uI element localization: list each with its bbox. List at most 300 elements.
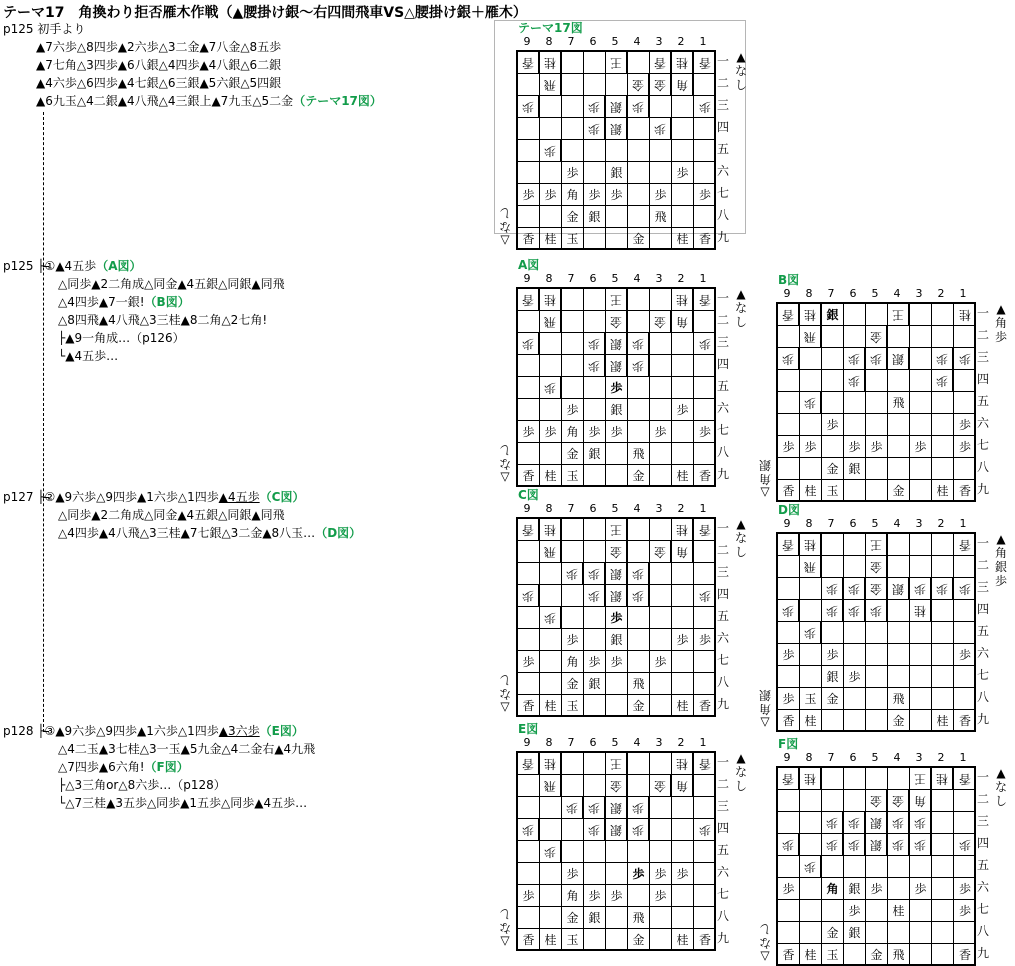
piece-glyph: 香 [698,56,711,70]
sente-piece: 歩 [518,421,540,443]
empty-square [932,600,954,622]
empty-square [606,206,628,228]
empty-square [800,812,822,834]
empty-square [650,629,672,651]
row-number: 三 [716,335,729,349]
piece-glyph: 桂 [544,293,557,307]
piece-glyph: 香 [698,757,711,771]
piece-glyph: 桂 [676,523,689,537]
empty-square [866,856,888,878]
empty-square [888,370,910,392]
piece-glyph: 歩 [632,567,645,581]
empty-square [562,775,584,797]
gote-piece [672,52,694,74]
sente-piece: 銀 [606,162,628,184]
column-number: 3 [915,517,923,530]
gote-piece [518,333,540,355]
empty-square [650,377,672,399]
piece-glyph: 銀 [892,582,905,596]
empty-square [672,819,694,841]
move-line [36,40,281,55]
sente-piece: 桂 [932,710,954,732]
empty-square [694,443,716,465]
gote-piece [910,812,932,834]
piece-glyph: 歩 [654,122,667,136]
column-number: 7 [827,517,835,530]
row-number: 二 [976,328,989,342]
empty-square [910,922,932,944]
sente-piece: 玉 [800,688,822,710]
move-text-main: ▲7六歩△8四歩▲2六歩△3二金▲7八金△8五歩 [36,40,282,54]
gote-piece [694,519,716,541]
empty-square [866,458,888,480]
empty-square [518,311,540,333]
empty-square [518,607,540,629]
piece-glyph: 歩 [588,801,601,815]
empty-square [672,797,694,819]
empty-square [800,348,822,370]
column-number: 3 [655,272,663,285]
page-title: テーマ17 角換わり拒否雁木作戦（▲腰掛け銀～右四間飛車VS△腰掛け銀＋雁木） [3,5,527,21]
sente-piece: 歩 [606,421,628,443]
gote-piece [540,140,562,162]
row-number: 四 [976,372,989,386]
piece-glyph: 歩 [782,604,795,618]
piece-glyph: 銀 [610,337,623,351]
sente-piece: 桂 [888,900,910,922]
empty-square [866,370,888,392]
sente-piece: 桂 [672,929,694,951]
piece-glyph: 歩 [826,838,839,852]
row-number: 四 [716,120,729,134]
empty-square [694,399,716,421]
piece-glyph: 角 [676,315,689,329]
piece-glyph: 銀 [610,801,623,815]
gote-piece [672,519,694,541]
empty-square [562,118,584,140]
sente-piece: 歩 [694,184,716,206]
column-number: 3 [915,751,923,764]
gote-piece [606,819,628,841]
empty-square [562,753,584,775]
empty-square [932,856,954,878]
column-number: 9 [523,502,531,515]
empty-square [910,856,932,878]
empty-square [562,585,584,607]
empty-square [800,790,822,812]
empty-square [540,443,562,465]
empty-square [650,162,672,184]
empty-square [954,622,976,644]
empty-square [694,118,716,140]
column-number: 9 [783,517,791,530]
piece-glyph: 歩 [848,582,861,596]
piece-glyph: 歩 [566,567,579,581]
empty-square [672,563,694,585]
empty-square [844,534,866,556]
empty-square [778,392,800,414]
column-number: 8 [545,736,553,749]
diagram-ref: （テーマ17図） [293,94,382,108]
empty-square [540,863,562,885]
empty-square [800,666,822,688]
gote-piece [584,355,606,377]
empty-square [540,118,562,140]
piece-glyph: 金 [610,779,623,793]
empty-square [822,622,844,644]
piece-glyph: 歩 [632,801,645,815]
gote-piece [888,348,910,370]
piece-glyph: 王 [610,523,623,537]
sente-piece: 飛 [650,206,672,228]
empty-square [628,775,650,797]
move-text-main: △同歩▲2二角成△同金▲4五銀△同銀▲同飛 [58,277,285,291]
column-number: 3 [915,287,923,300]
row-number: 八 [976,924,989,938]
gote-piece [954,534,976,556]
empty-square [800,900,822,922]
piece-glyph: 金 [632,78,645,92]
gote-piece [888,304,910,326]
empty-square [518,355,540,377]
gote-piece [584,819,606,841]
gote-piece [628,797,650,819]
piece-glyph: 歩 [936,582,949,596]
piece-glyph: 香 [522,757,535,771]
empty-square [866,900,888,922]
empty-square [628,311,650,333]
sente-piece: 桂 [672,465,694,487]
column-number: 6 [849,517,857,530]
empty-square [910,688,932,710]
sente-piece: 歩 [694,421,716,443]
empty-square [628,629,650,651]
gote-piece [778,768,800,790]
piece-glyph: 桂 [804,308,817,322]
empty-square [584,775,606,797]
gote-piece [540,519,562,541]
empty-square [932,556,954,578]
empty-square [518,541,540,563]
gote-piece [584,118,606,140]
piece-glyph: 金 [870,330,883,344]
sente-piece: 歩 [540,184,562,206]
empty-square [800,414,822,436]
piece-glyph: 金 [654,545,667,559]
empty-square [800,370,822,392]
row-number: 一 [716,755,729,769]
sente-piece: 金 [562,673,584,695]
empty-square [672,355,694,377]
empty-square [932,458,954,480]
piece-glyph: 歩 [826,582,839,596]
empty-square [672,651,694,673]
empty-square [910,392,932,414]
piece-glyph: 金 [870,560,883,574]
piece-glyph: 香 [782,538,795,552]
empty-square [800,458,822,480]
empty-square [518,629,540,651]
gote-piece [650,775,672,797]
empty-square [562,607,584,629]
piece-glyph: 角 [914,794,927,808]
piece-glyph: 桂 [958,308,971,322]
gote-piece [954,578,976,600]
empty-square [672,421,694,443]
empty-square [822,326,844,348]
row-number: 二 [976,792,989,806]
empty-square [584,519,606,541]
gote-piece [800,304,822,326]
empty-square [932,944,954,966]
gote-piece [866,578,888,600]
empty-square [888,556,910,578]
empty-square [672,841,694,863]
move-text-main: △8四飛▲4八飛△3三桂▲8二角△2七角! [58,313,268,327]
gote-piece [584,585,606,607]
empty-square [844,710,866,732]
empty-square [628,289,650,311]
empty-square [954,790,976,812]
empty-square [910,644,932,666]
empty-square [672,96,694,118]
gote-piece [866,348,888,370]
sente-piece: 歩 [562,399,584,421]
empty-square [910,458,932,480]
piece-glyph: 角 [676,78,689,92]
empty-square [822,392,844,414]
piece-glyph: 王 [610,293,623,307]
sente-piece: 歩 [672,629,694,651]
sente-hand: ▲なし [734,517,747,559]
move-line [58,760,189,775]
piece-glyph: 桂 [804,538,817,552]
gote-piece [844,348,866,370]
piece-glyph: 金 [870,582,883,596]
sente-piece: 金 [628,465,650,487]
empty-square [844,480,866,502]
empty-square [954,556,976,578]
sente-piece: 角 [822,878,844,900]
empty-square [628,184,650,206]
empty-square [518,74,540,96]
gote-piece [584,333,606,355]
empty-square [778,370,800,392]
empty-square [540,585,562,607]
sente-piece: 桂 [800,480,822,502]
empty-square [888,666,910,688]
gote-piece [954,348,976,370]
piece-glyph: 角 [676,779,689,793]
empty-square [672,907,694,929]
column-number: 9 [783,287,791,300]
piece-glyph: 歩 [804,860,817,874]
empty-square [518,377,540,399]
piece-glyph: 金 [654,78,667,92]
sente-piece: 歩 [800,436,822,458]
move-line [58,508,285,523]
empty-square [518,673,540,695]
empty-square [672,118,694,140]
piece-glyph: 歩 [698,589,711,603]
empty-square [562,74,584,96]
empty-square [562,819,584,841]
move-text-main: p125 初手より [3,22,86,36]
column-number: 2 [677,35,685,48]
sente-piece: 桂 [932,480,954,502]
gote-piece [540,841,562,863]
piece-glyph: 歩 [936,352,949,366]
sente-piece: 歩 [650,885,672,907]
empty-square [888,600,910,622]
empty-square [628,841,650,863]
sente-piece: 桂 [672,228,694,250]
sente-piece: 飛 [628,673,650,695]
empty-square [954,600,976,622]
piece-glyph: 歩 [632,100,645,114]
sente-piece: 歩 [778,644,800,666]
piece-glyph: 歩 [958,352,971,366]
empty-square [650,797,672,819]
empty-square [584,228,606,250]
gote-piece [888,578,910,600]
piece-glyph: 桂 [676,56,689,70]
empty-square [822,790,844,812]
piece-glyph: 銀 [870,838,883,852]
sente-piece: 香 [778,480,800,502]
piece-glyph: 飛 [544,779,557,793]
piece-glyph: 歩 [782,838,795,852]
gote-piece [628,96,650,118]
empty-square [910,556,932,578]
diagram-ref: （B図） [144,295,190,309]
empty-square [650,607,672,629]
sente-hand: ▲角歩 [994,302,1007,344]
gote-piece [562,563,584,585]
row-number: 五 [976,394,989,408]
row-number: 五 [716,142,729,156]
move-text-main: △4四歩▲4八飛△3三桂▲7七銀△3二金▲8八玉… [58,526,316,540]
empty-square [650,929,672,951]
empty-square [694,206,716,228]
gote-piece [672,74,694,96]
gote-piece [888,834,910,856]
empty-square [584,399,606,421]
row-number: 五 [716,843,729,857]
empty-square [694,162,716,184]
sente-piece: 歩 [650,421,672,443]
piece-glyph: 歩 [522,337,535,351]
empty-square [932,414,954,436]
empty-square [694,563,716,585]
move-text-main: △同歩▲2二角成△同金▲4五銀△同銀▲同飛 [58,508,285,522]
empty-square [628,140,650,162]
piece-glyph: 歩 [544,381,557,395]
gote-piece [518,289,540,311]
empty-square [866,644,888,666]
piece-glyph: 歩 [544,845,557,859]
piece-glyph: 金 [610,545,623,559]
empty-square [562,541,584,563]
sente-piece: 玉 [562,695,584,717]
empty-square [584,311,606,333]
column-number: 5 [611,35,619,48]
gote-piece [866,600,888,622]
gote-piece [800,556,822,578]
row-number: 二 [716,777,729,791]
empty-square [672,333,694,355]
row-number: 八 [976,690,989,704]
empty-square [672,443,694,465]
empty-square [628,52,650,74]
empty-square [606,465,628,487]
piece-glyph: 歩 [826,604,839,618]
column-number: 4 [633,35,641,48]
row-number: 九 [976,946,989,960]
piece-glyph: 飛 [544,545,557,559]
empty-square [910,326,932,348]
empty-square [954,688,976,710]
empty-square [866,414,888,436]
empty-square [628,607,650,629]
row-number: 七 [716,186,729,200]
piece-glyph: 歩 [914,582,927,596]
gote-piece [518,753,540,775]
column-number: 8 [805,287,813,300]
sente-piece: 金 [562,443,584,465]
empty-square [694,355,716,377]
empty-square [800,834,822,856]
row-number: 五 [716,379,729,393]
gote-piece [672,775,694,797]
gote-piece [606,797,628,819]
column-number: 7 [567,35,575,48]
sente-piece: 歩 [650,184,672,206]
empty-square [540,885,562,907]
sente-piece: 歩 [672,399,694,421]
empty-square [844,414,866,436]
piece-glyph: 歩 [566,801,579,815]
sente-piece: 歩 [584,184,606,206]
empty-square [800,600,822,622]
empty-square [540,907,562,929]
gote-piece [540,74,562,96]
move-text-main: ▲7七角△3四歩▲6八銀△4四歩▲4八銀△6二銀 [36,58,282,72]
diagram-ref: （E図） [259,724,304,738]
gote-piece [606,775,628,797]
empty-square [844,944,866,966]
empty-square [650,333,672,355]
empty-square [888,534,910,556]
empty-square [844,856,866,878]
column-number: 5 [611,736,619,749]
row-number: 三 [976,350,989,364]
shogi-board [516,50,716,250]
piece-glyph: 歩 [826,816,839,830]
piece-glyph: 歩 [782,352,795,366]
empty-square [518,399,540,421]
row-number: 六 [716,865,729,879]
piece-glyph: 銀 [610,100,623,114]
empty-square [844,304,866,326]
column-number: 4 [893,287,901,300]
column-number: 7 [827,287,835,300]
empty-square [518,563,540,585]
piece-glyph: 王 [610,757,623,771]
gote-piece [540,607,562,629]
empty-square [954,922,976,944]
sente-piece: 香 [698,232,711,246]
